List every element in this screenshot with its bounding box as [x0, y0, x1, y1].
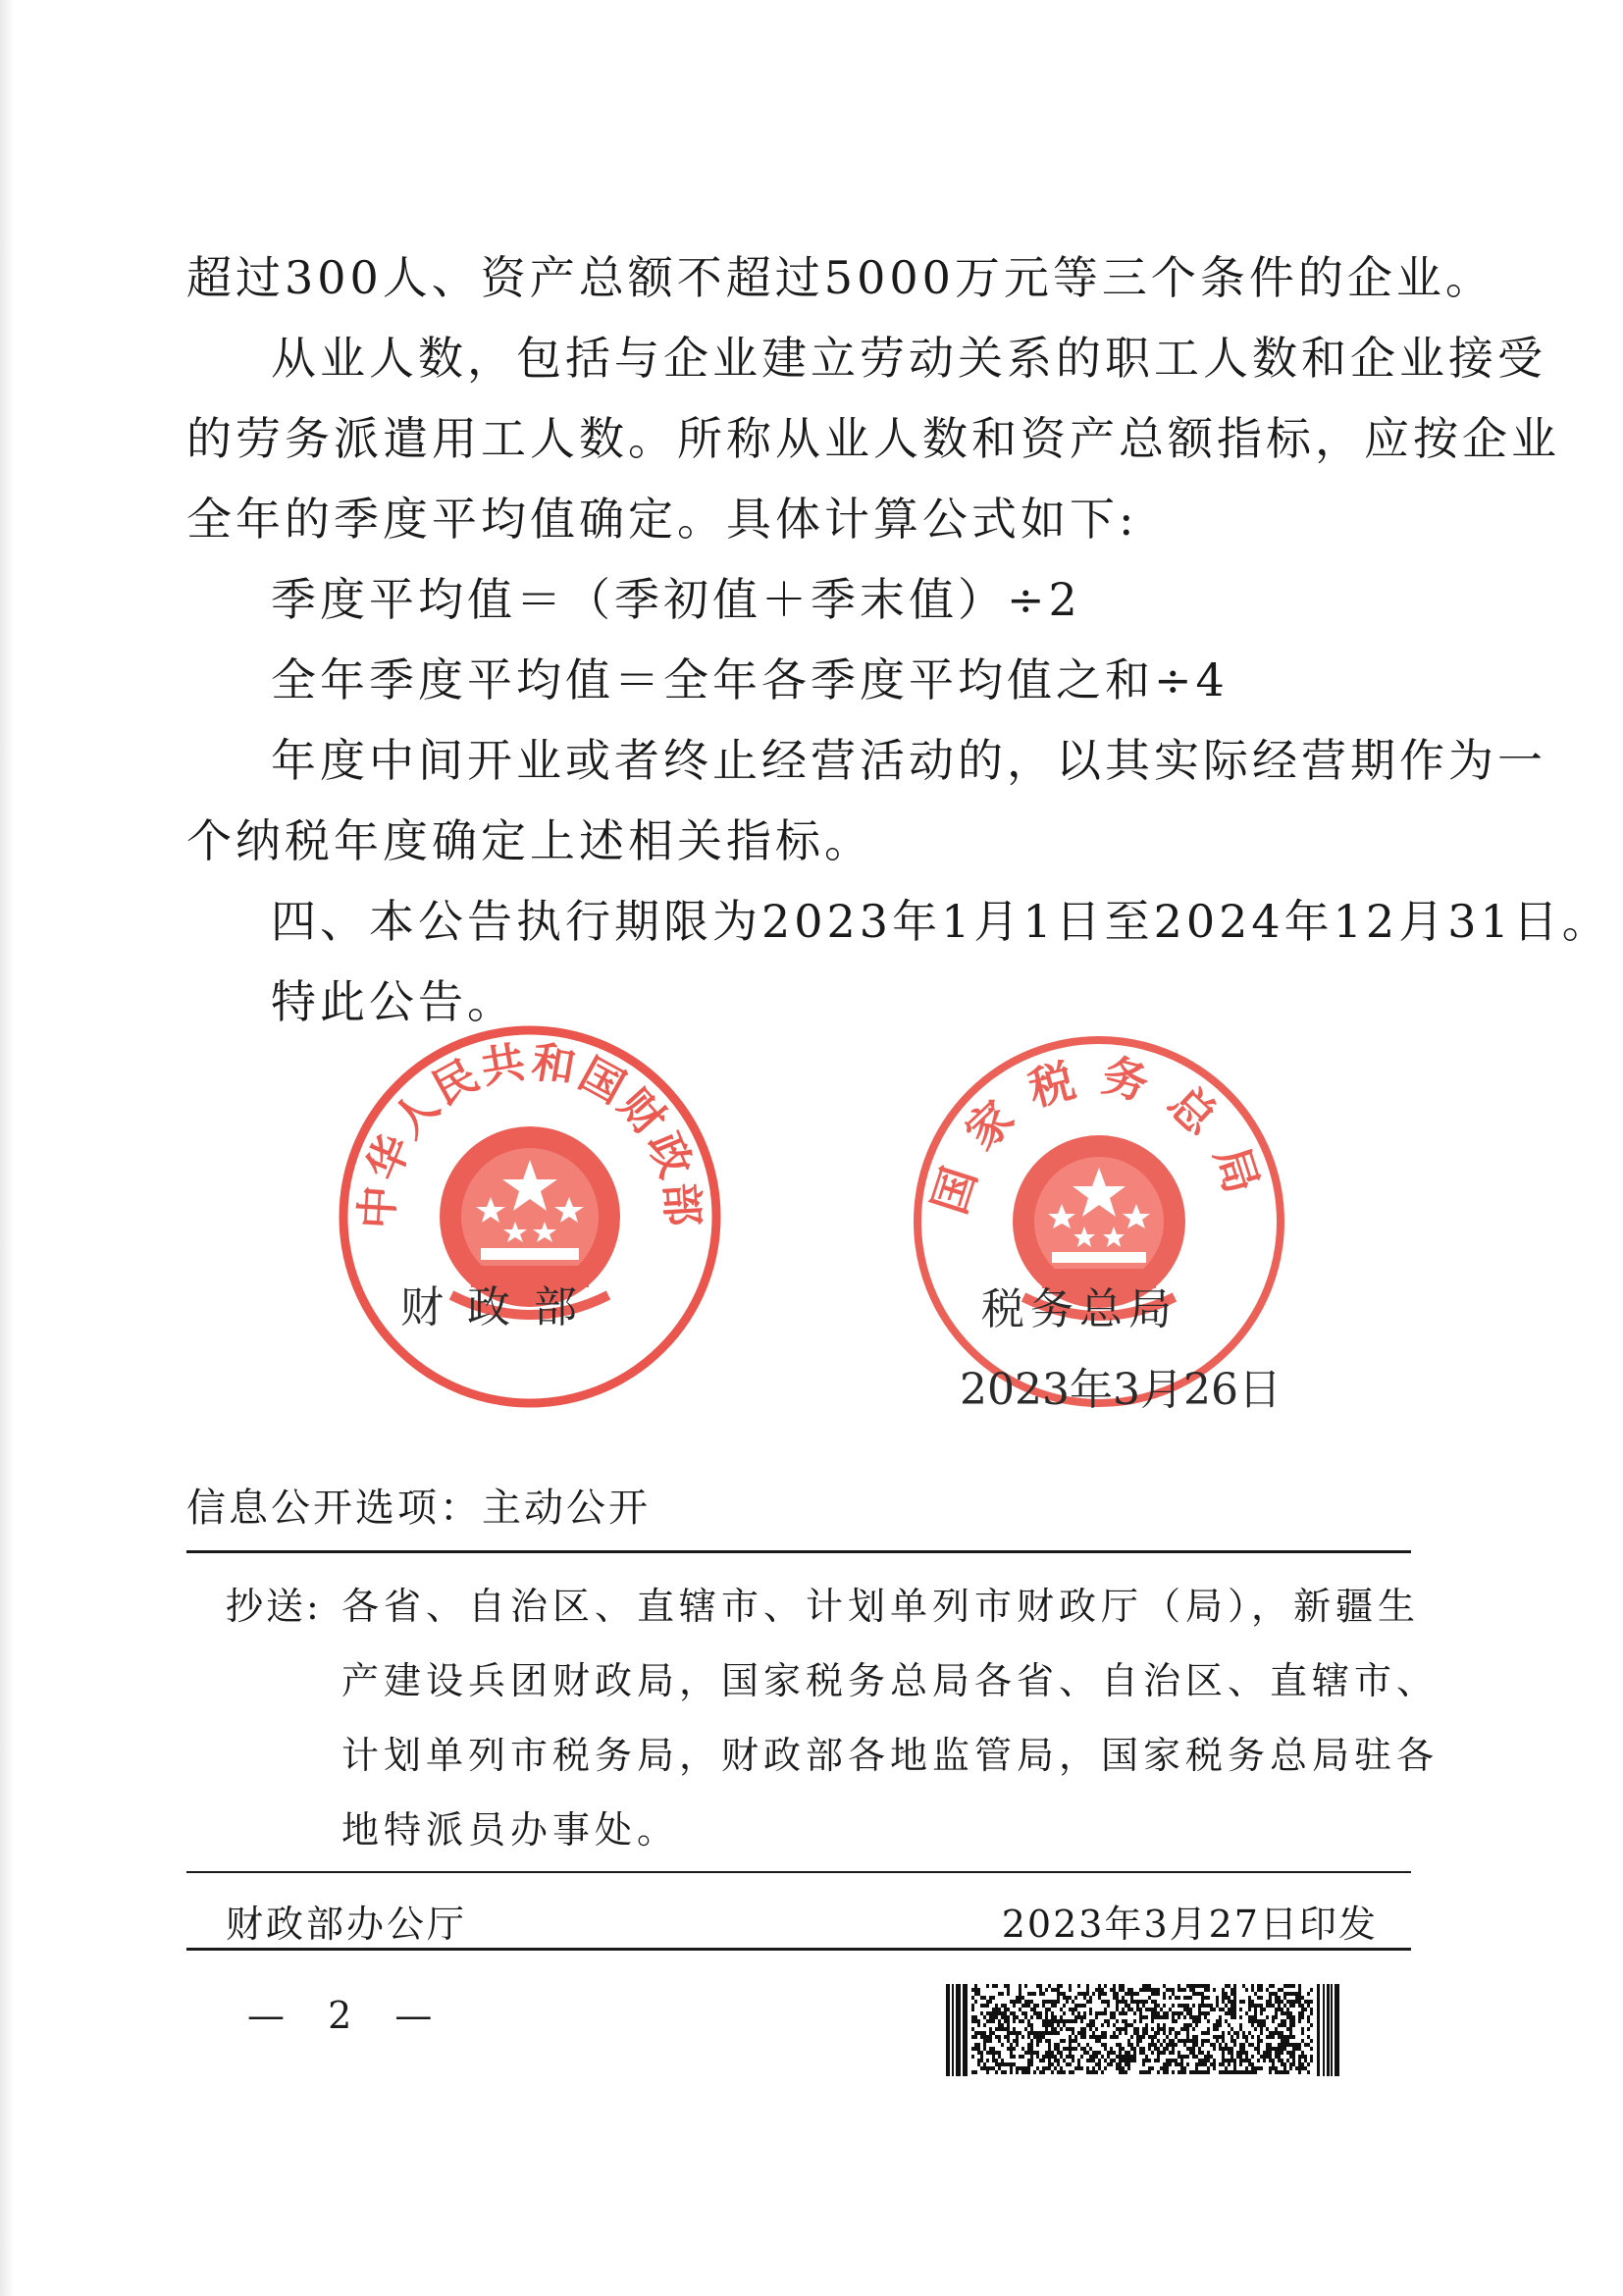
formula-quarter-average: 季度平均值＝（季初值＋季末值）÷2 — [271, 573, 1081, 626]
disclosure-option: 信息公开选项：主动公开 — [186, 1486, 651, 1531]
body-line-8: 个纳税年度确定上述相关指标。 — [186, 814, 873, 867]
body-line-1: 超过300人、资产总额不超过5000万元等三个条件的企业。 — [186, 251, 1494, 304]
page-number: — 2 — — [247, 1994, 448, 2037]
cc-line-1: 各省、自治区、直辖市、计划单列市财政厅（局），新疆生 — [341, 1585, 1421, 1628]
signature-state-taxation-administration: 税务总局 — [981, 1284, 1178, 1334]
closing-statement: 特此公告。 — [271, 975, 516, 1028]
cc-line-3: 计划单列市税务局，财政部各地监管局，国家税务总局驻各 — [341, 1734, 1440, 1777]
body-line-9: 四、本公告执行期限为2023年1月1日至2024年12月31日。 — [271, 895, 1611, 948]
signing-date: 2023年3月26日 — [960, 1365, 1282, 1415]
cc-line-2: 产建设兵团财政局，国家税务总局各省、自治区、直辖市、 — [341, 1659, 1440, 1702]
divider-middle — [186, 1871, 1411, 1873]
svg-text:国家税务总局: 国家税务总局 — [922, 1048, 1276, 1221]
cc-line-4: 地特派员办事处。 — [341, 1808, 680, 1852]
divider-bottom — [186, 1948, 1411, 1951]
body-line-4: 全年的季度平均值确定。具体计算公式如下: — [186, 493, 1138, 546]
svg-text:中华人民共和国财政部: 中华人民共和国财政部 — [351, 1036, 708, 1230]
divider-top — [186, 1550, 1411, 1553]
issuing-office: 财政部办公厅 — [226, 1903, 468, 1946]
body-line-7: 年度中间开业或者终止经营活动的，以其实际经营期作为一 — [271, 734, 1546, 787]
signature-ministry-of-finance: 财政部 — [400, 1282, 601, 1332]
formula-annual-average: 全年季度平均值＝全年各季度平均值之和÷4 — [271, 653, 1229, 706]
body-line-2: 从业人数，包括与企业建立劳动关系的职工人数和企业接受 — [271, 332, 1546, 385]
scan-edge-shadow — [0, 0, 14, 2296]
ministry-of-finance-seal — [334, 1020, 726, 1413]
barcode-icon — [946, 1984, 1340, 2076]
body-line-3: 的劳务派遣用工人数。所称从业人数和资产总额指标，应按企业 — [186, 412, 1560, 465]
cc-label: 抄送: — [226, 1585, 322, 1628]
issue-date: 2023年3月27日印发 — [1001, 1903, 1378, 1946]
